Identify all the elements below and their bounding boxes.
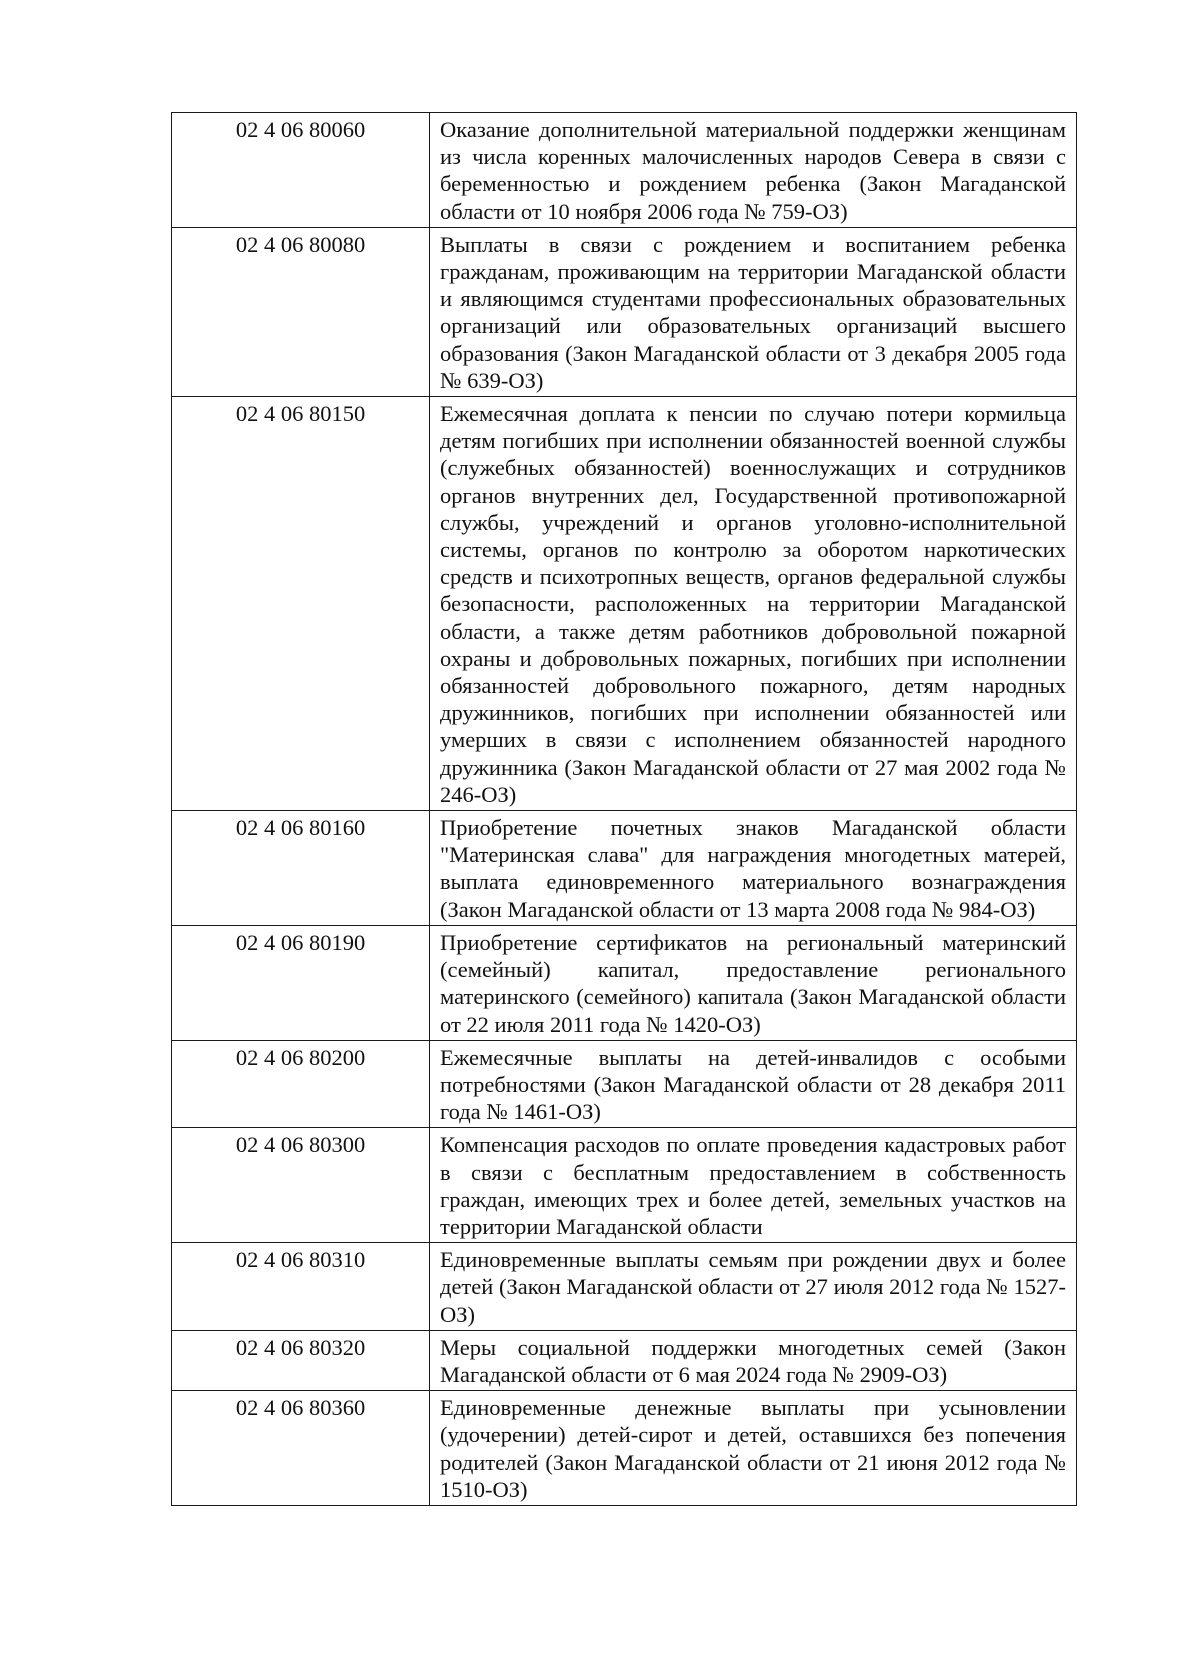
description-cell: Единовременные денежные выплаты при усыновлении (удочерении) детей-сирот и детей, оставшихся без попечения родителей (Закон Магаданской области от 21 июня 2012 года № 1510-ОЗ)	[430, 1391, 1077, 1506]
description-cell: Приобретение сертификатов на региональный материнский (семейный) капитал, предоставление регионального материнского (семейного) капитала (Закон Магаданской области от 22 июля 2011 года № 1420-ОЗ)	[430, 925, 1077, 1040]
code-cell: 02 4 06 80160	[172, 811, 430, 926]
description-cell: Выплаты в связи с рождением и воспитанием ребенка гражданам, проживающим на территории Магаданской области и являющимся студентами профессиональных образовательных организаций или образовательных организаций высшего образования (Закон Магаданской области от 3 декабря 2005 года № 639-ОЗ)	[430, 227, 1077, 396]
table-row	[172, 1330, 1077, 1390]
description-cell: Компенсация расходов по оплате проведения кадастровых работ в связи с бесплатным предоставлением в собственность граждан, имеющих трех и более детей, земельных участков на территории Магаданской области	[430, 1128, 1077, 1243]
table-row	[172, 811, 1077, 926]
table-row	[172, 1391, 1077, 1506]
table-row	[172, 925, 1077, 1040]
description-cell: Ежемесячные выплаты на детей-инвалидов с особыми потребностями (Закон Магаданской области от 28 декабря 2011 года № 1461-ОЗ)	[430, 1040, 1077, 1128]
code-cell: 02 4 06 80060	[172, 113, 430, 228]
description-cell: Единовременные выплаты семьям при рождении двух и более детей (Закон Магаданской области от 27 июля 2012 года № 1527-ОЗ)	[430, 1243, 1077, 1331]
code-cell: 02 4 06 80200	[172, 1040, 430, 1128]
code-cell: 02 4 06 80300	[172, 1128, 430, 1243]
code-cell: 02 4 06 80320	[172, 1330, 430, 1390]
table-row	[172, 1128, 1077, 1243]
table-row	[172, 397, 1077, 811]
table-row	[172, 1040, 1077, 1128]
code-cell: 02 4 06 80360	[172, 1391, 430, 1506]
description-cell: Меры социальной поддержки многодетных семей (Закон Магаданской области от 6 мая 2024 года № 2909-ОЗ)	[430, 1330, 1077, 1390]
description-cell: Приобретение почетных знаков Магаданской области "Материнская слава" для награждения многодетных матерей, выплата единовременного материального вознаграждения (Закон Магаданской области от 13 марта 2008 года № 984-ОЗ)	[430, 811, 1077, 926]
table-row	[172, 113, 1077, 228]
code-cell: 02 4 06 80190	[172, 925, 430, 1040]
table-row	[172, 227, 1077, 396]
code-cell: 02 4 06 80080	[172, 227, 430, 396]
code-cell: 02 4 06 80150	[172, 397, 430, 811]
table-row	[172, 1243, 1077, 1331]
budget-codes-table	[171, 112, 1077, 1506]
code-cell: 02 4 06 80310	[172, 1243, 430, 1331]
description-cell: Ежемесячная доплата к пенсии по случаю потери кормильца детям погибших при исполнении обязанностей военной службы (служебных обязанностей) военнослужащих и сотрудников органов внутренних дел, Государственной противопожарной службы, учреждений и органов уголовно-исполнительной системы, органов по контролю за оборотом наркотических средств и психотропных веществ, органов федеральной службы безопасности, расположенных на территории Магаданской области, а также детям работников добровольной пожарной охраны и добровольных пожарных, погибших при исполнении обязанностей добровольного пожарного, детям народных дружинников, погибших при исполнении обязанностей или умерших в связи с исполнением обязанностей народного дружинника (Закон Магаданской области от 27 мая 2002 года № 246-ОЗ)	[430, 397, 1077, 811]
description-cell: Оказание дополнительной материальной поддержки женщинам из числа коренных малочисленных народов Севера в связи с беременностью и рождением ребенка (Закон Магаданской области от 10 ноября 2006 года № 759-ОЗ)	[430, 113, 1077, 228]
